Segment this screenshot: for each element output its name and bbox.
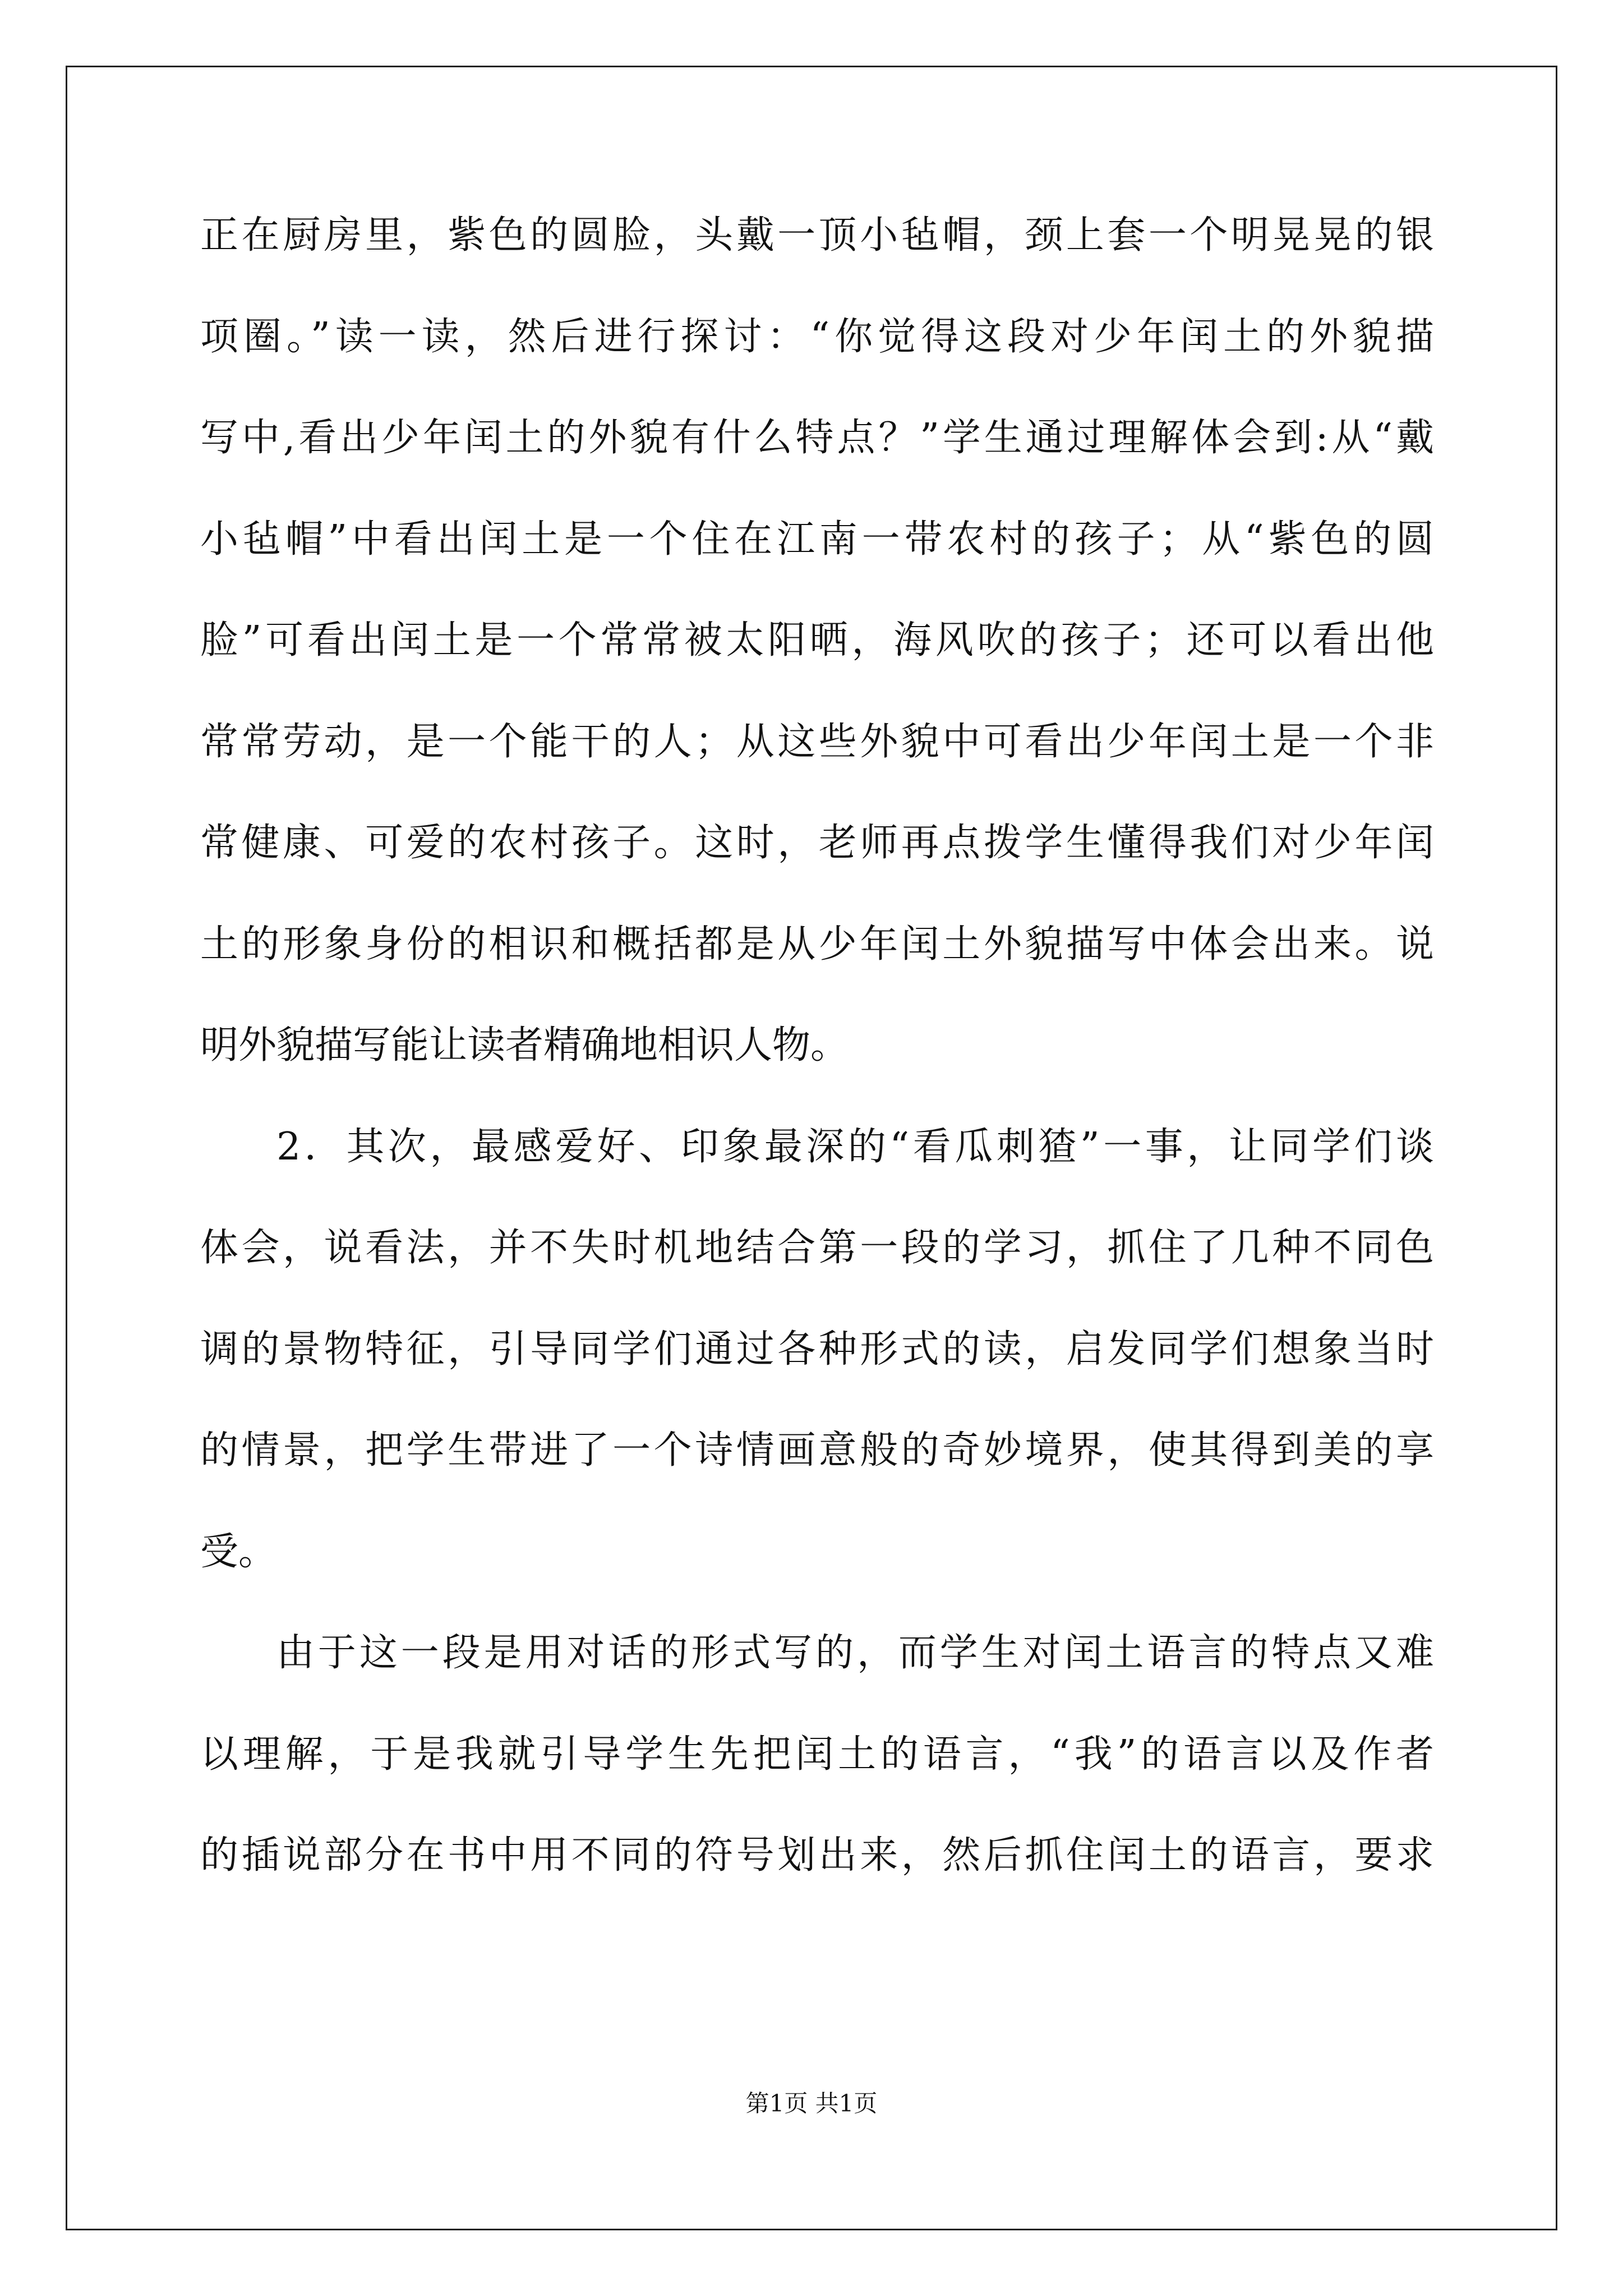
text-line: 明外貌描写能让读者精确地相识人物。 (200, 1023, 849, 1068)
text-line: 常常劳动，是一个能干的人；从这些外貌中可看出少年闰土是一个非 (200, 720, 1437, 764)
text-line: 小毡帽”中看出闰土是一个住在江南一带农村的孩子；从“紫色的圆 (200, 517, 1438, 562)
text-line: 脸”可看出闰土是一个常常被太阳晒，海风吹的孩子；还可以看出他 (200, 618, 1438, 662)
text-line: 写中,看出少年闰土的外貌有什么特点？”学生通过理解体会到:从“戴 (200, 416, 1437, 460)
text-line: 受。 (200, 1530, 277, 1574)
text-line: 常健康、可爱的农村孩子。这时，老师再点拨学生懂得我们对少年闰 (200, 821, 1437, 865)
text-line: 土的形象身份的相识和概括都是从少年闰土外貌描写中体会出来。说 (200, 922, 1437, 967)
text-line: 项圈。”读一读，然后进行探讨：“你觉得这段对少年闰土的外貌描 (200, 315, 1439, 359)
paragraph-first-line: 2．其次，最感爱好、印象最深的“看瓜刺猹”一事，让同学们谈 (276, 1125, 1438, 1169)
page-number: 第1页 共1页 (745, 2090, 878, 2117)
text-line: 以理解，于是我就引导学生先把闰土的语言，“我”的语言以及作者 (200, 1732, 1438, 1777)
paragraph-first-line: 由于这一段是用对话的形式写的，而学生对闰土语言的特点又难 (276, 1631, 1437, 1675)
text-line: 的插说部分在书中用不同的符号划出来，然后抓住闰土的语言，要求 (200, 1833, 1437, 1878)
text-line: 体会，说看法，并不失时机地结合第一段的学习，抓住了几种不同色 (200, 1226, 1437, 1270)
text-line: 的情景，把学生带进了一个诗情画意般的奇妙境界，使其得到美的享 (200, 1428, 1437, 1473)
text-line: 正在厨房里，紫色的圆脸，头戴一顶小毡帽，颈上套一个明晃晃的银 (200, 213, 1437, 257)
text-line: 调的景物特征，引导同学们通过各种形式的读，启发同学们想象当时 (200, 1327, 1437, 1372)
